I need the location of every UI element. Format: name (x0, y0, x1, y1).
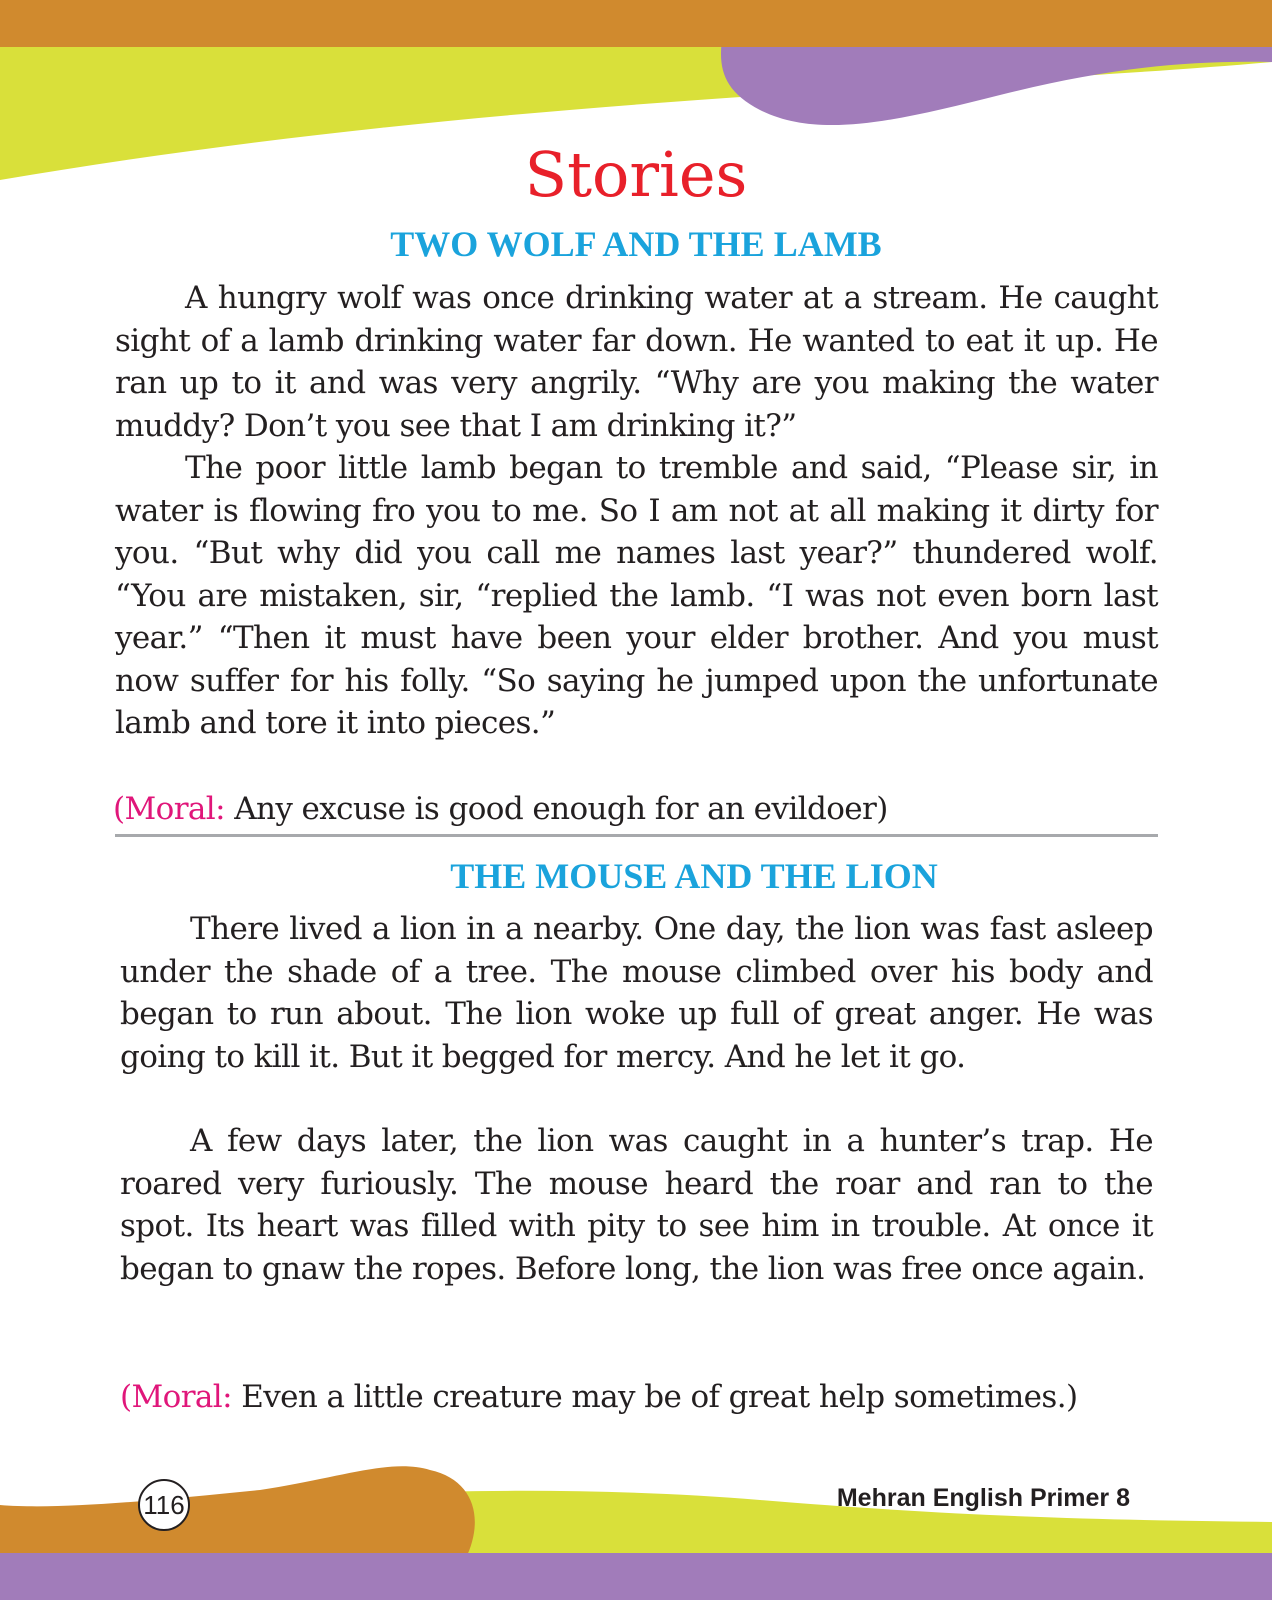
moral-open-paren: ( (113, 791, 125, 827)
story-paragraph: A few days later, the lion was caught in a hunter’s trap. He roared very furiously. The mouse heard the roar and ran to the spot. Its heart was filled with pity to see him in trouble. At once it began to gnaw the ropes. Before long, the lion was free once again. (120, 1123, 1153, 1287)
moral-label: Moral: (131, 1379, 232, 1415)
story-paragraph: A hungry wolf was once drinking water at a stream. He caught sight of a lamb drinking water far down. He wanted to eat it up. He ran up to it and was very angrily. “Why are you making the water muddy? Don’t you see that I am drinking it?” (115, 280, 1158, 444)
story-title-wolf-and-lamb: TWO WOLF AND THE LAMB (390, 224, 882, 264)
page-title: Stories (524, 138, 748, 211)
moral-label: Moral: (124, 791, 225, 827)
moral-line (120, 1376, 1077, 1418)
book-title: Mehran English Primer 8 (836, 1484, 1130, 1512)
page-number-badge (138, 1479, 190, 1531)
footer-purple-band (0, 1553, 1272, 1600)
footer-orange-blob (0, 1466, 475, 1560)
story-title-mouse-and-lion: THE MOUSE AND THE LION (450, 856, 938, 896)
moral-open-paren: ( (120, 1379, 132, 1415)
header-orange-band (0, 0, 1272, 47)
section-divider (115, 834, 1158, 837)
page-number: 116 (143, 1489, 185, 1520)
story-paragraph: There lived a lion in a nearby. One day, the lion was fast asleep under the shade of a tree. The mouse climbed over his body and began to run about. The lion woke up full of great anger. He was going to kill it. But it begged for mercy. And he let it go. (120, 911, 1153, 1075)
moral-line (113, 788, 888, 830)
story-paragraph: The poor little lamb began to tremble and said, “Please sir, in water is flowing fro you to me. So I am not at all making it dirty for you. “But why did you call me names last year?” thundered wolf. “You are mistaken, sir, “replied the lamb. “I was not even born last year.” “Then it must have been your elder brother. And you must now suffer for his folly. “So saying he jumped upon the unfortunate lamb and tore it into pieces.” (115, 450, 1158, 741)
moral-text: Even a little creature may be of great help sometimes.) (231, 1379, 1078, 1415)
header-purple-wave (721, 40, 1272, 125)
moral-text: Any excuse is good enough for an evildoer) (224, 791, 888, 827)
